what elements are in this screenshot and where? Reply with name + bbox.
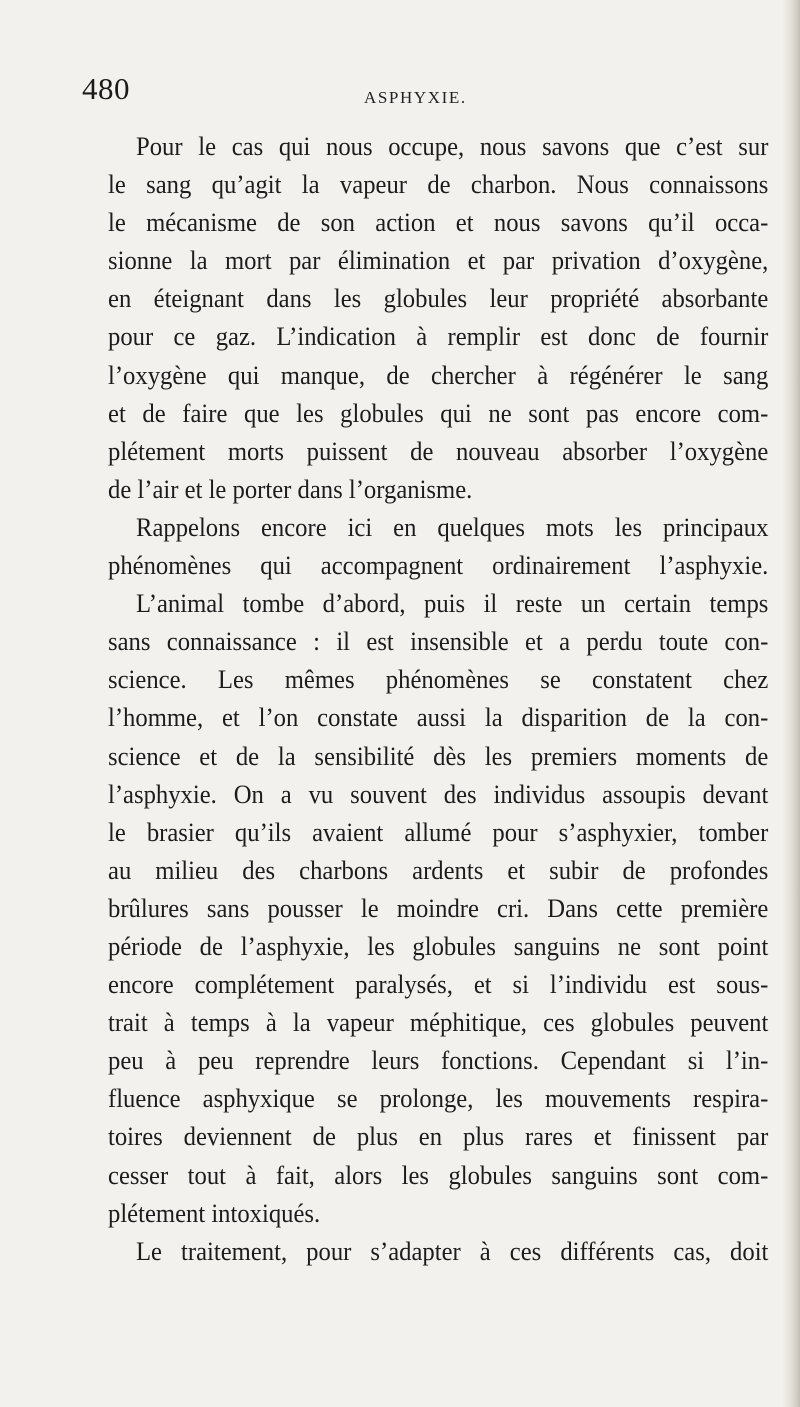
text-line: le mécanisme de son action et nous savons qu’il occa- xyxy=(108,207,769,238)
text-line: l’homme, et l’on constate aussi la disparition de la con- xyxy=(108,702,769,733)
text-line: au milieu des charbons ardents et subir de profondes xyxy=(108,854,769,885)
text-line: Rappelons encore ici en quelques mots les principaux xyxy=(136,511,769,542)
text-line: l’oxygène qui manque, de chercher à régénérer le sang xyxy=(108,359,769,390)
text-line: période de l’asphyxie, les globules sanguins ne sont point xyxy=(108,930,769,961)
text-line: et de faire que les globules qui ne sont pas encore com- xyxy=(108,397,769,428)
page-edge-shadow xyxy=(782,0,800,1407)
text-line: plétement intoxiqués. xyxy=(108,1197,321,1228)
text-line: science. Les mêmes phénomènes se constatent chez xyxy=(108,664,769,695)
text-line: sionne la mort par élimination et par privation d’oxygène, xyxy=(108,245,769,276)
running-head: ASPHYXIE. xyxy=(364,88,467,107)
text-line: plétement morts puissent de nouveau absorber l’oxygène xyxy=(108,435,769,466)
text-line: cesser tout à fait, alors les globules sanguins sont com- xyxy=(108,1159,769,1190)
text-line: le sang qu’agit la vapeur de charbon. Nous connaissons xyxy=(108,169,769,200)
text-line: le brasier qu’ils avaient allumé pour s’asphyxier, tomber xyxy=(108,816,769,847)
text-line: trait à temps à la vapeur méphitique, ces globules peuvent xyxy=(108,1007,769,1038)
text-line: l’asphyxie. On a vu souvent des individus assoupis devant xyxy=(108,778,769,809)
text-line: phénomènes qui accompagnent ordinairement l’asphyxie. xyxy=(108,550,769,581)
text-line: peu à peu reprendre leurs fonctions. Cependant si l’in- xyxy=(108,1045,769,1076)
text-line: de l’air et le porter dans l’organisme. xyxy=(108,473,473,504)
text-line: encore complétement paralysés, et si l’individu est sous- xyxy=(108,969,769,1000)
text-line: brûlures sans pousser le moindre cri. Dans cette première xyxy=(108,892,769,923)
text-line: fluence asphyxique se prolonge, les mouvements respira- xyxy=(108,1083,769,1114)
text-line: L’animal tombe d’abord, puis il reste un certain temps xyxy=(136,588,769,619)
text-line: en éteignant dans les globules leur propriété absorbante xyxy=(108,283,769,314)
text-line: sans connaissance : il est insensible et a perdu toute con- xyxy=(108,626,769,657)
page-number: 480 xyxy=(82,71,130,106)
text-line: toires deviennent de plus en plus rares et finissent par xyxy=(108,1121,769,1152)
text-line: science et de la sensibilité dès les premiers moments de xyxy=(108,740,769,771)
text-line: Pour le cas qui nous occupe, nous savons que c’est sur xyxy=(136,131,769,161)
body-text xyxy=(108,127,768,1270)
text-line: Le traitement, pour s’adapter à ces différents cas, doit xyxy=(136,1235,769,1266)
text-line: pour ce gaz. L’indication à remplir est donc de fournir xyxy=(108,321,769,352)
